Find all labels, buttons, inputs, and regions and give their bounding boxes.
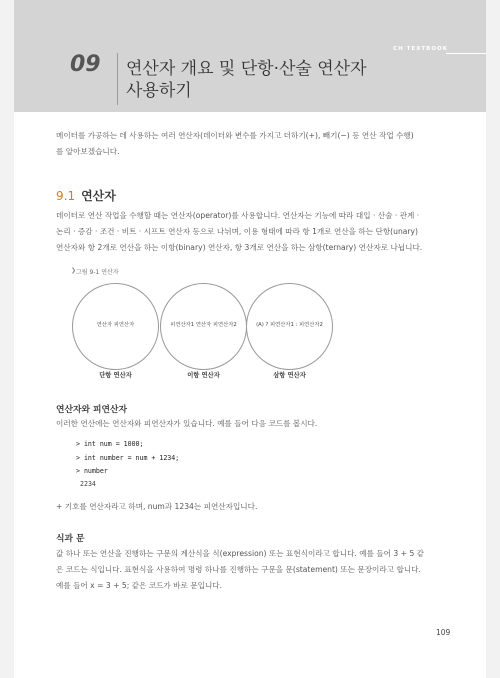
section-heading <box>56 187 116 204</box>
chapter-title <box>126 58 426 102</box>
subsection-paragraph <box>56 546 466 594</box>
subsection-line: 은 코드는 식입니다. 표현식을 사용하여 명령 하나를 진행하는 구문을 문(statement) 또는 문장이라고 합니다. <box>56 565 421 574</box>
binary-expression: 피연산자1 연산자 피연산자2 <box>170 322 237 328</box>
intro-line: 를 알아보겠습니다. <box>56 147 120 156</box>
section-line: 연산자와 항 2개로 연산을 하는 이항(binary) 연산자, 항 3개로 연산을 하는 삼항(ternary) 연산자로 나뉩니다. <box>56 243 423 252</box>
code-output: 2234 <box>80 480 96 488</box>
series-rule <box>446 53 486 54</box>
binary-label: 이항 연산자 <box>187 372 220 379</box>
section-line: 논리 · 증감 · 조건 · 비트 · 시프트 연산자 등으로 나뉘며, 이용 형태에 따라 항 1개로 연산을 하는 단항(unary) <box>56 227 418 236</box>
section-line: 데이터로 연산 작업을 수행할 때는 연산자(operator)를 사용합니다. 연산자는 기능에 따라 대입 · 산술 · 관계 · <box>56 211 420 220</box>
subsection-line: 값 하나 또는 연산을 진행하는 구문의 계산식을 식(expression) 또는 표현식이라고 합니다. 예를 들어 3 + 5 같 <box>56 549 425 558</box>
code-line: > int number = num + 1234; <box>76 454 180 462</box>
section-title: 연산자 <box>81 189 116 203</box>
ternary-expression: (A) ? 피연산자1 : 피연산자2 <box>256 322 323 328</box>
ternary-label: 삼항 연산자 <box>273 372 306 379</box>
section-number: 9.1 <box>56 189 76 203</box>
series-label: CH TEXTBOOK <box>393 46 448 52</box>
unary-label: 단항 연산자 <box>99 372 132 379</box>
figure-caption: 그림 9-1 연산자 <box>76 269 119 276</box>
page-number: 109 <box>436 628 451 637</box>
subsection-heading: 연산자와 피연산자 <box>56 405 128 415</box>
section-paragraph <box>56 208 466 256</box>
chapter-header <box>14 0 486 112</box>
chapter-title-line1: 연산자 개요 및 단항·산술 연산자 <box>126 59 367 79</box>
book-page <box>14 0 486 678</box>
intro-paragraph <box>56 128 466 160</box>
intro-line: 메이터를 가공하는 데 사용하는 여러 연산자(데이터와 변수를 가지고 더하기(+), 빼기(−) 등 연산 작업 수행) <box>56 131 414 140</box>
chapter-divider <box>117 53 118 105</box>
code-line: > int num = 1000; <box>76 440 144 448</box>
code-line: > number <box>76 467 108 475</box>
operator-note: + 기호를 연산자라고 하며, num과 1234는 피연산자입니다. <box>56 502 258 511</box>
figure-marker-icon: ❯ <box>71 267 77 274</box>
unary-expression: 연산자 피연산자 <box>96 322 135 328</box>
subsection-line: 예를 들어 x = 3 + 5; 같은 코드가 바로 문입니다. <box>56 581 223 590</box>
subsection-heading: 식과 문 <box>56 534 85 544</box>
chapter-number: 09 <box>70 52 101 77</box>
chapter-title-line2: 사용하기 <box>126 81 192 101</box>
subsection-paragraph: 이러한 연산에는 연산자와 피연산자가 있습니다. 예를 들어 다음 코드를 봅시다. <box>56 419 318 428</box>
